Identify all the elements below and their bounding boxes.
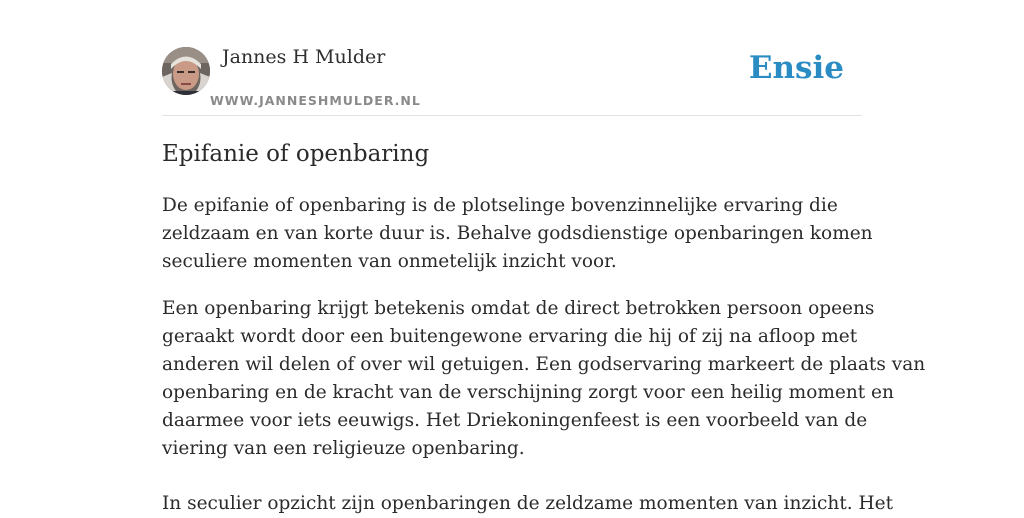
article-paragraph-1	[162, 192, 873, 276]
paragraph-line: geraakt wordt door een buitengewone ervaring die hij of zij na afloop met	[162, 326, 858, 347]
article-paragraph-3	[162, 490, 894, 518]
paragraph-line: Een openbaring krijgt betekenis omdat de direct betrokken persoon opeens	[162, 298, 875, 319]
brand-logo[interactable]: Ensie	[748, 50, 844, 86]
article-paragraph-2	[162, 295, 926, 463]
paragraph-line: openbaring en de kracht van de verschijning zorgt voor een heilig moment en	[162, 382, 894, 403]
paragraph-line: De epifanie of openbaring is de plotselinge bovenzinnelijke ervaring die	[162, 195, 838, 216]
author-avatar[interactable]	[162, 47, 210, 95]
author-website-link[interactable]: WWW.JANNESHMULDER.NL	[210, 93, 421, 108]
paragraph-line: In seculier opzicht zijn openbaringen de zeldzame momenten van inzicht. Het	[162, 493, 894, 514]
paragraph-line: anderen wil delen of over wil getuigen. Een godservaring markeert de plaats van	[162, 354, 926, 375]
article-header	[162, 0, 862, 116]
paragraph-line: zeldzaam en van korte duur is. Behalve godsdienstige openbaringen komen	[162, 223, 873, 244]
author-name[interactable]: Jannes H Mulder	[222, 46, 386, 68]
article-title: Epifanie of openbaring	[162, 141, 430, 167]
paragraph-line: viering van een religieuze openbaring.	[162, 438, 525, 459]
paragraph-line: daarmee voor iets eeuwigs. Het Driekoningenfeest is een voorbeeld van de	[162, 410, 868, 431]
avatar-portrait-image	[162, 47, 210, 95]
article-page	[162, 0, 926, 514]
paragraph-line: seculiere momenten van onmetelijk inzicht voor.	[162, 251, 617, 272]
